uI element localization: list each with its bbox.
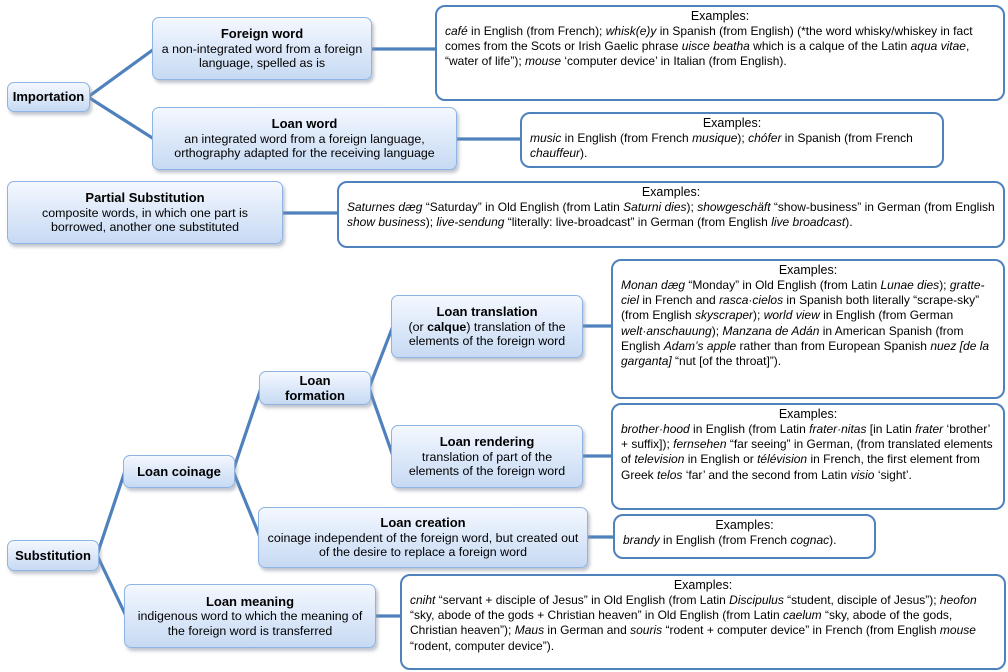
examples-loan-creation: [613, 514, 876, 559]
examples-heading: Examples:: [715, 518, 774, 532]
connector-loan-coinage-loan-creation: [233, 471, 260, 537]
examples-foreign-word: [435, 5, 1005, 101]
examples-loan-meaning: [400, 574, 1006, 670]
node-title: Foreign word: [220, 26, 304, 42]
examples-heading: Examples:: [690, 9, 750, 23]
examples-loan-rendering: [611, 403, 1005, 510]
node-foreign-word: [152, 17, 372, 80]
examples-heading: Examples:: [702, 116, 762, 130]
connector-substitution-loan-meaning: [97, 555, 126, 616]
node-loan-word: [152, 107, 457, 170]
examples-body: brandy in English (from French cognac).: [623, 533, 837, 548]
node-desc: indigenous word to which the meaning of the foreign word is transferred: [137, 609, 363, 638]
examples-body: Saturnes dæg “Saturday” in Old English (from Latin Saturni dies); showgeschäft “show-business” in German (from English show business); live-sendung “literally: live-broadcast” in German (from English live broadcast).: [347, 200, 995, 230]
examples-heading: Examples:: [778, 407, 838, 421]
connector-loan-formation-loan-translation: [369, 326, 393, 388]
examples-heading: Examples:: [641, 185, 701, 199]
examples-heading: Examples:: [673, 578, 733, 592]
node-title: Loan creation: [380, 514, 466, 530]
node-loan-creation: [258, 507, 588, 568]
node-title: Loan rendering: [439, 434, 535, 450]
examples-body: music in English (from French musique); chófer in Spanish (from French chauffeur).: [530, 131, 913, 161]
node-label: Importation: [12, 89, 85, 105]
node-loan-coinage: [123, 455, 235, 488]
connector-importation-foreign-word: [88, 49, 154, 97]
node-desc: (or calque) translation of the elements of the foreign word: [408, 319, 566, 349]
node-desc: an integrated word from a foreign language, orthography adapted for the receiving language: [174, 131, 435, 161]
node-label: Loan formation: [285, 372, 345, 403]
connector-importation-loan-word: [88, 97, 154, 139]
connector-loan-coinage-loan-formation: [233, 388, 261, 471]
node-desc: translation of part of the elements of the foreign word: [408, 449, 566, 479]
node-title: Partial Substitution: [85, 190, 205, 206]
examples-body: cniht “servant + disciple of Jesus” in Old English (from Latin Discipulus “student, disciple of Jesus”); heofon “sky, abode of the gods + Christian heaven” in Old English (from Latin caelum “sky, abode of the gods, Christian heaven”); Maus in German and souris “rodent + computer device” in French (from English mouse “rodent, computer device”).: [410, 593, 977, 653]
node-loan-rendering: [391, 425, 583, 488]
node-desc: coinage independent of the foreign word, but created out of the desire to replace a foreign word: [267, 530, 579, 559]
node-loan-formation: [259, 371, 371, 405]
node-title: Loan word: [271, 116, 338, 132]
node-desc: composite words, in which one part is borrowed, another one substituted: [42, 205, 248, 235]
examples-loan-word: [520, 112, 944, 168]
examples-body: Monan dæg “Monday” in Old English (from Latin Lunae dies); gratte-ciel in French and rasca·cielos in Spanish both literally “scrape-sky” (from English skyscraper); world view in English (from German welt·anschauung); Manzana de Adán in American Spanish (from English Adam’s apple rather than from European Spanish nuez [de la garganta] “nut [of the throat]”).: [621, 278, 990, 368]
examples-partial-substitution: [337, 181, 1005, 248]
examples-heading: Examples:: [778, 263, 838, 277]
node-title: Loan meaning: [205, 593, 295, 609]
node-title: Loan translation: [436, 304, 538, 320]
node-label: Substitution: [15, 547, 91, 563]
node-label: Loan coinage: [137, 463, 221, 479]
examples-body: brother·hood in English (from Latin frater·nitas [in Latin frater ‘brother’ + suffix]); fernsehen “far seeing” in German, (from translated elements of television in English or télévision in French, the first element from Greek telos ‘far’ and the second from Latin visio ‘sight’.: [621, 422, 993, 482]
node-loan-meaning: [124, 584, 376, 648]
node-desc: a non-integrated word from a foreign language, spelled as is: [161, 41, 363, 71]
node-importation: [7, 82, 90, 112]
node-partial-substitution: [7, 181, 283, 244]
examples-loan-translation: [611, 259, 1005, 399]
node-substitution: [7, 540, 99, 571]
node-loan-translation: [391, 295, 583, 358]
connector-loan-formation-loan-rendering: [369, 388, 393, 456]
examples-body: café in English (from French); whisk(e)y in Spanish (from English) (*the word whisky/whiskey in fact comes from the Scots or Irish Gaelic phrase uisce beatha which is a calque of the Latin aqua vitae, “water of life”); mouse ‘computer device’ in Italian (from English).: [445, 24, 973, 69]
connector-substitution-loan-coinage: [97, 471, 125, 555]
